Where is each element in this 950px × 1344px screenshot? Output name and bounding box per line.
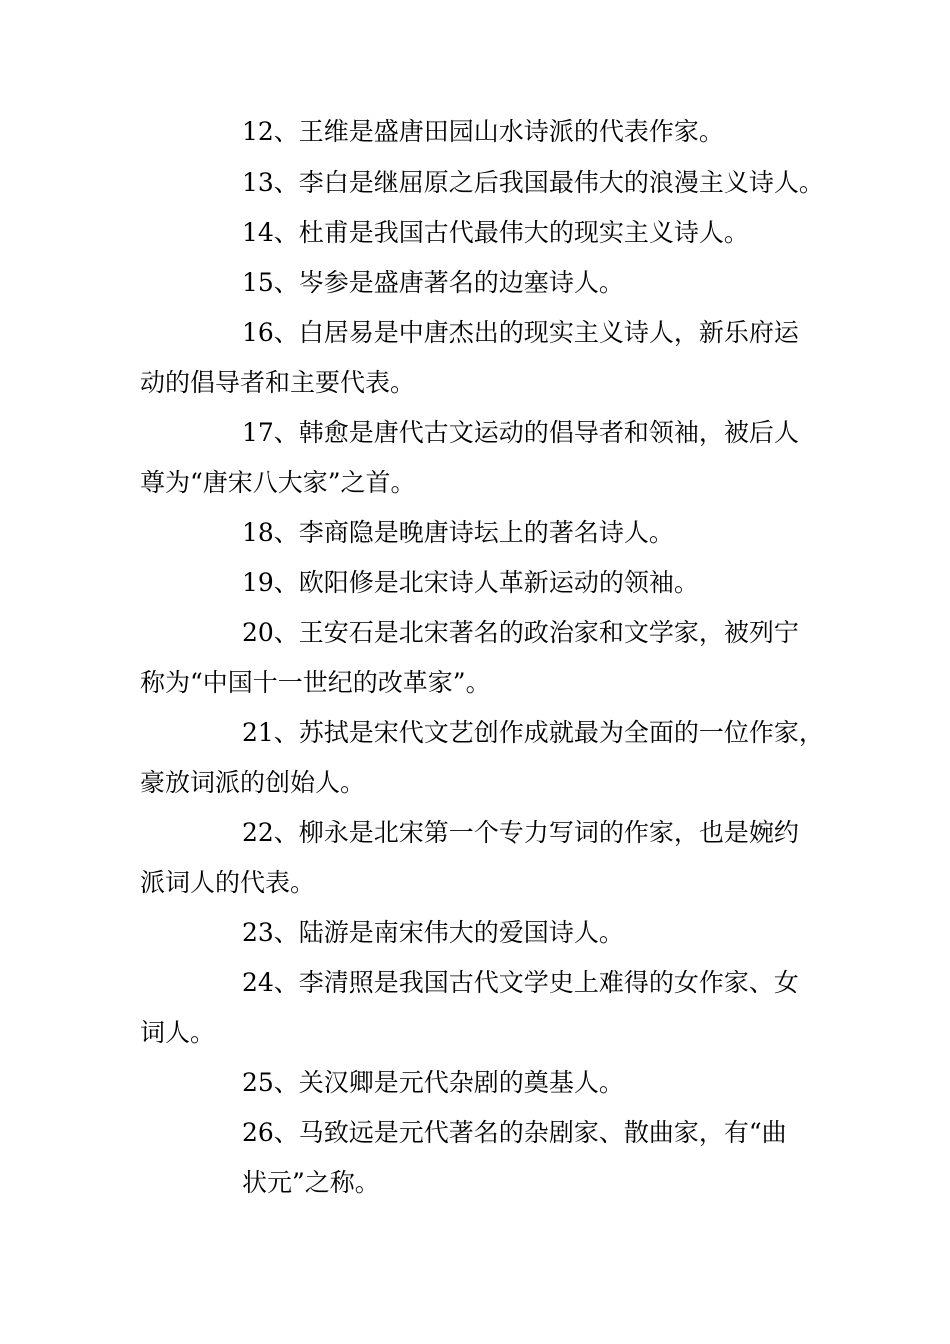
item-19-line-1: 19、欧阳修是北宋诗人革新运动的领袖。 [242, 568, 699, 597]
item-23-line-1: 23、陆游是南宋伟大的爱国诗人。 [242, 918, 624, 947]
item-26-line-2: 状元”之称。 [242, 1168, 380, 1197]
item-16-line-1: 16、白居易是中唐杰出的现实主义诗人，新乐府运 [242, 318, 799, 347]
item-18-line-1: 18、李商隐是晚唐诗坛上的著名诗人。 [242, 518, 674, 547]
item-22-line-2: 派词人的代表。 [140, 868, 316, 897]
item-14-line-1: 14、杜甫是我国古代最伟大的现实主义诗人。 [242, 218, 749, 247]
item-25-line-1: 25、关汉卿是元代杂剧的奠基人。 [242, 1068, 624, 1097]
item-12-line-1: 12、王维是盛唐田园山水诗派的代表作家。 [242, 117, 724, 146]
item-24-line-1: 24、李清照是我国古代文学史上难得的女作家、女 [242, 968, 799, 997]
item-20-line-1: 20、王安石是北宋著名的政治家和文学家，被列宁 [242, 618, 799, 647]
item-13-line-1: 13、李白是继屈原之后我国最伟大的浪漫主义诗人。 [242, 168, 824, 197]
item-24-line-2: 词人。 [140, 1018, 216, 1047]
item-17-line-1: 17、韩愈是唐代古文运动的倡导者和领袖，被后人 [242, 418, 799, 447]
item-21-line-1: 21、苏拭是宋代文艺创作成就最为全面的一位作家， [242, 718, 824, 747]
item-26-line-1: 26、马致远是元代著名的杂剧家、散曲家，有“曲 [242, 1118, 787, 1147]
item-21-line-2: 豪放词派的创始人。 [140, 768, 366, 797]
item-20-line-2: 称为“中国十一世纪的改革家”。 [140, 668, 491, 697]
item-16-line-2: 动的倡导者和主要代表。 [140, 368, 416, 397]
item-17-line-2: 尊为“唐宋八大家”之首。 [140, 468, 416, 497]
item-22-line-1: 22、柳永是北宋第一个专力写词的作家，也是婉约 [242, 818, 799, 847]
item-15-line-1: 15、岑参是盛唐著名的边塞诗人。 [242, 268, 624, 297]
